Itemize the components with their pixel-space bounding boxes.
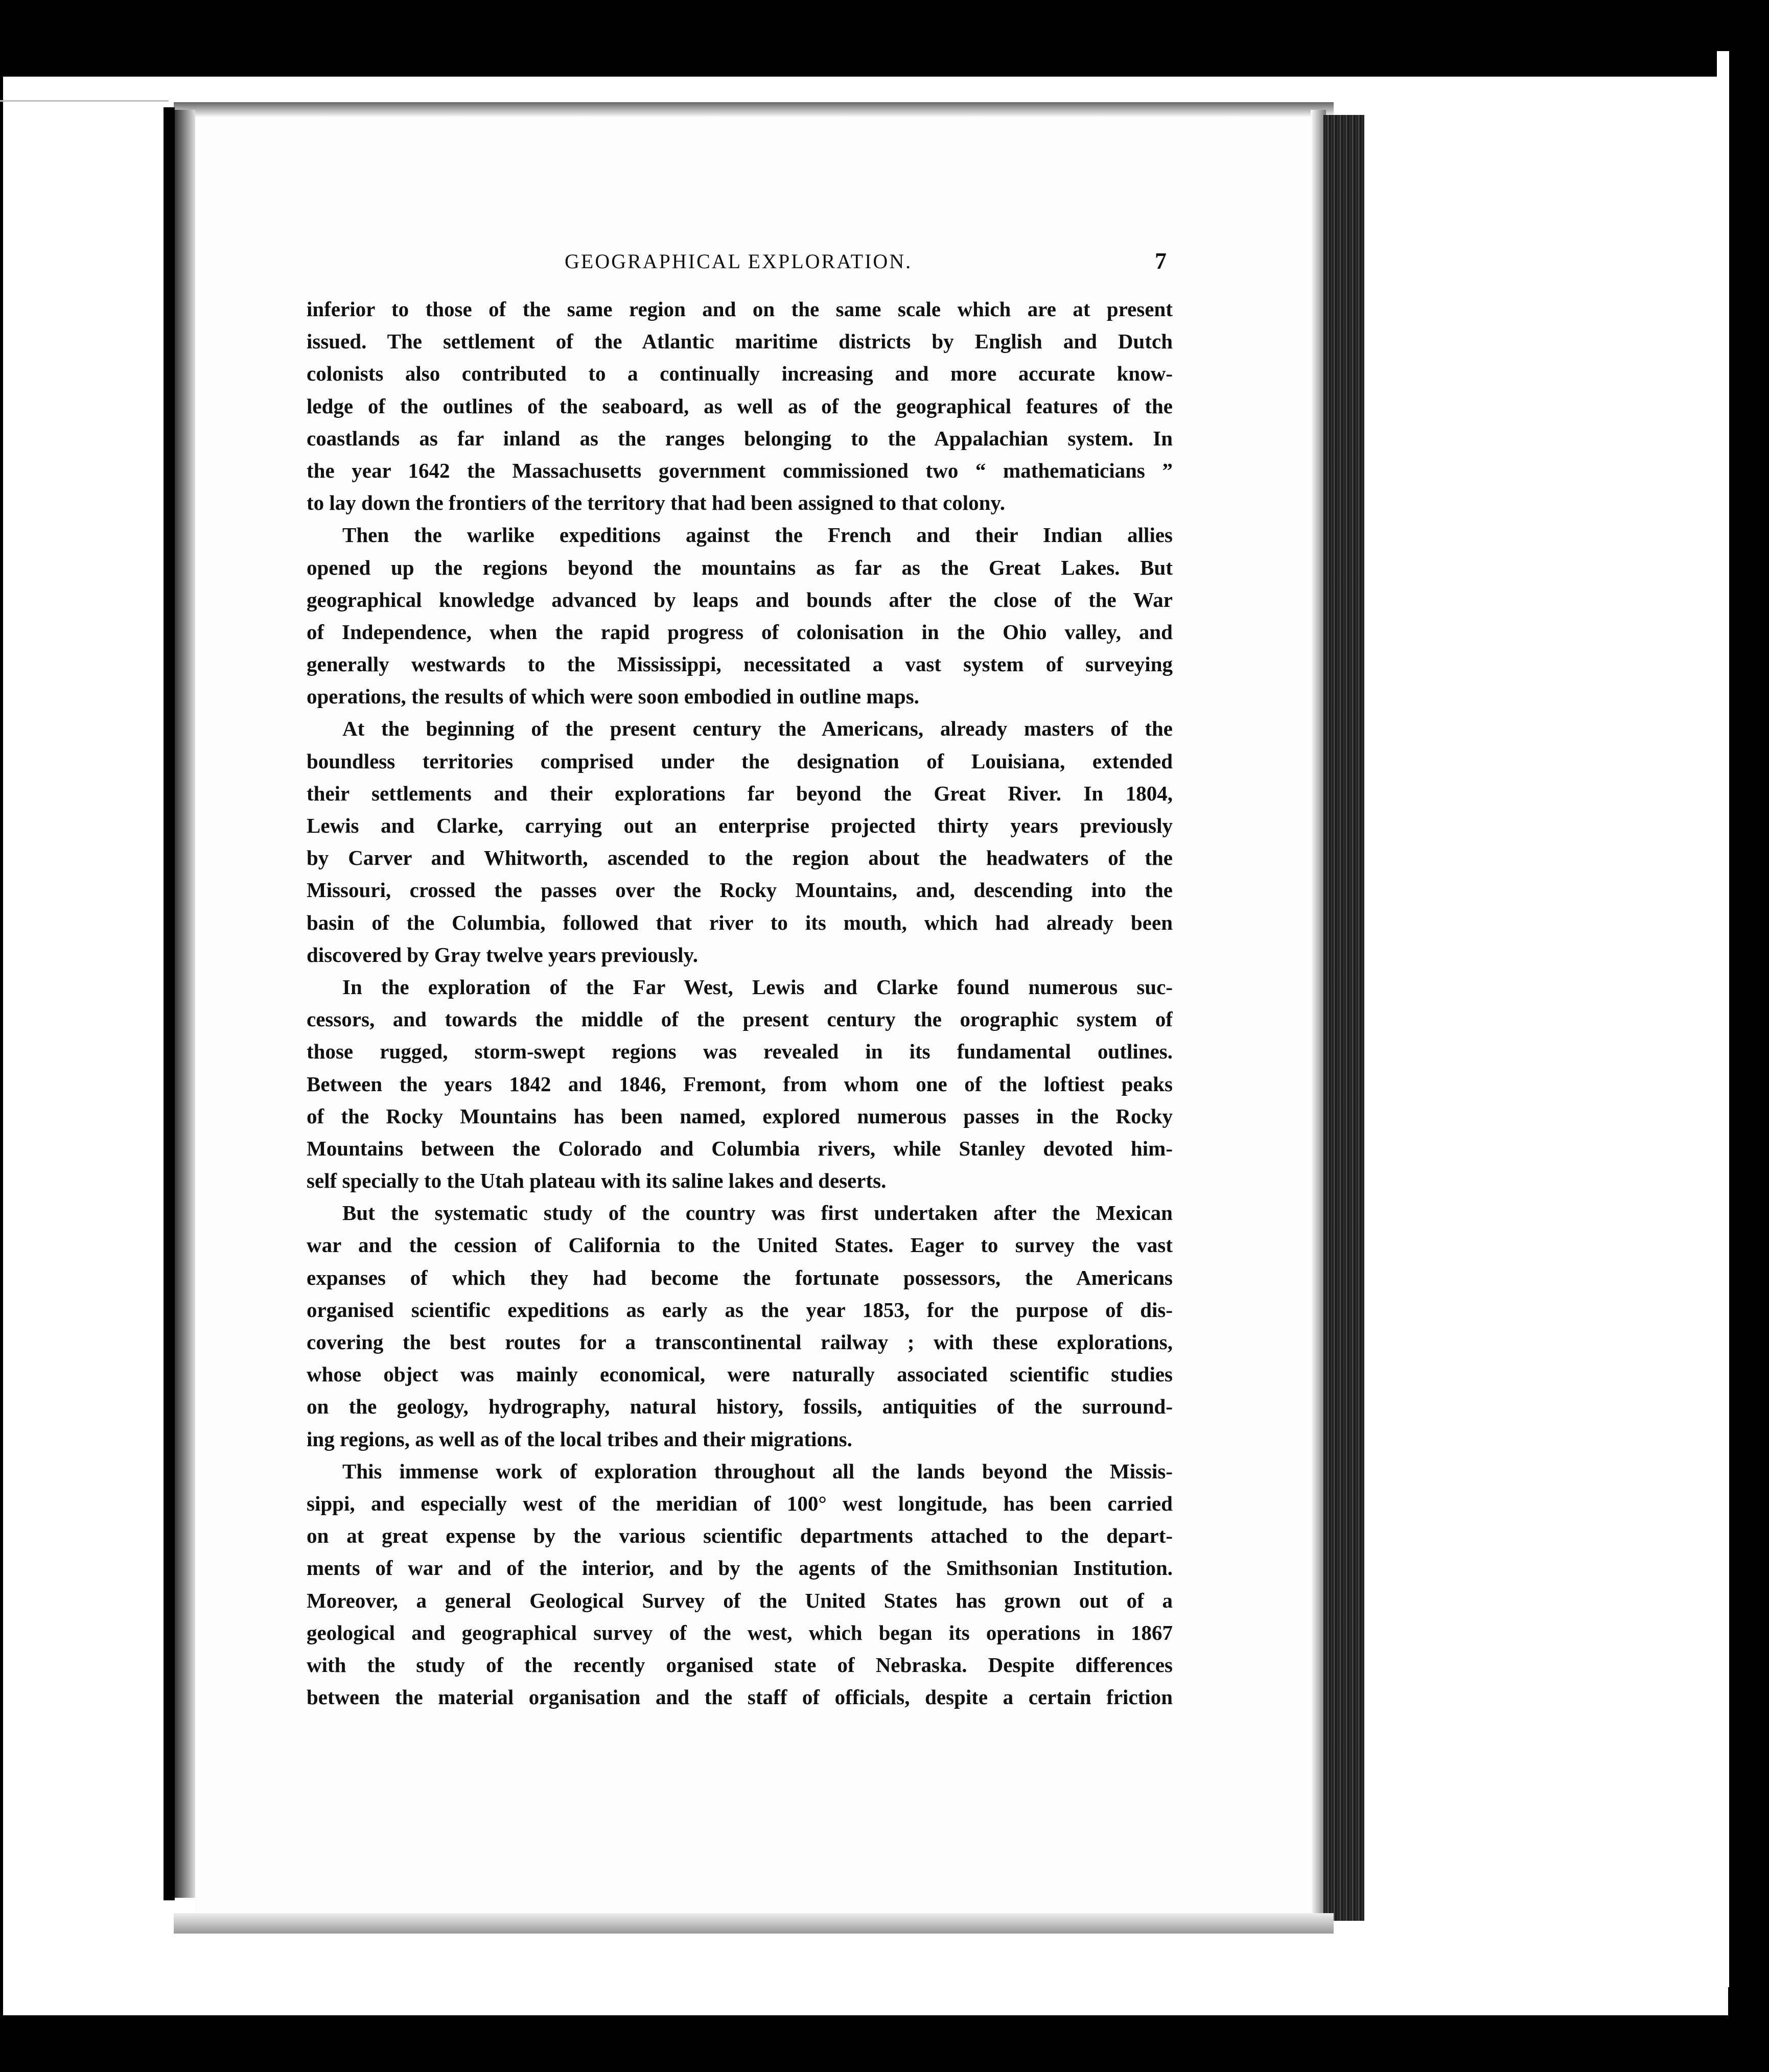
text-line: on at great expense by the various scientific departments attached to the depart- (307, 1524, 1173, 1548)
text-line: generally westwards to the Mississippi, necessitated a vast system of surveying (307, 652, 1173, 676)
text-line: inferior to those of the same region and on the same scale which are at present (307, 297, 1173, 321)
text-line: with the study of the recently organised state of Nebraska. Despite differences (307, 1653, 1173, 1677)
page-gutter-shadow (164, 107, 175, 1900)
text-line: operations, the results of which were soon embodied in outline maps. (307, 685, 919, 709)
text-line: between the material organisation and the staff of officials, despite a certain friction (307, 1685, 1173, 1709)
text-line: ing regions, as well as of the local tribes and their migrations. (307, 1427, 852, 1451)
text-line: self specially to the Utah plateau with its saline lakes and deserts. (307, 1169, 887, 1193)
page-top-edge (174, 102, 1334, 117)
text-line: geological and geographical survey of the west, which began its operations in 1867 (307, 1620, 1173, 1644)
scan-frame-bottom (0, 2015, 1769, 2072)
text-line: ledge of the outlines of the seaboard, as well as of the geographical features of the (307, 394, 1173, 418)
text-line: Mountains between the Colorado and Columbia rivers, while Stanley devoted him- (307, 1136, 1173, 1160)
scan-frame-top (0, 0, 1769, 77)
page-gutter-gradient (175, 110, 195, 1898)
text-line: opened up the regions beyond the mountains as far as the Great Lakes. But (307, 555, 1173, 579)
text-line: At the beginning of the present century the Americans, already masters of the (342, 717, 1173, 741)
text-line: on the geology, hydrography, natural history, fossils, antiquities of the surround- (307, 1395, 1173, 1419)
text-line: of the Rocky Mountains has been named, explored numerous passes in the Rocky (307, 1104, 1173, 1128)
text-line: Lewis and Clarke, carrying out an enterprise projected thirty years previously (307, 814, 1173, 837)
text-line: In the exploration of the Far West, Lewis and Clarke found numerous suc- (342, 975, 1173, 999)
scan-frame-right (1728, 46, 1769, 2023)
page-number: 7 (1155, 248, 1167, 274)
text-line: This immense work of exploration throughout all the lands beyond the Missis- (342, 1459, 1173, 1483)
text-line: issued. The settlement of the Atlantic maritime districts by English and Dutch (307, 329, 1173, 354)
text-line: basin of the Columbia, followed that river to its mouth, which had already been (307, 910, 1173, 934)
text-line: sippi, and especially west of the meridian of 100° west longitude, has been carried (307, 1491, 1173, 1515)
text-line: Then the warlike expeditions against the French and their Indian allies (342, 523, 1173, 547)
text-line: Between the years 1842 and 1846, Fremont, from whom one of the loftiest peaks (307, 1072, 1173, 1096)
text-line: Missouri, crossed the passes over the Rocky Mountains, and, descending into the (307, 878, 1173, 902)
text-line: to lay down the frontiers of the territory that had been assigned to that colony. (307, 491, 1005, 515)
text-line: coastlands as far inland as the ranges belonging to the Appalachian system. In (307, 426, 1173, 450)
text-line: whose object was mainly economical, were naturally associated scientific studies (307, 1362, 1173, 1386)
text-line: boundless territories comprised under the designation of Louisiana, extended (307, 749, 1173, 773)
text-line: expanses of which they had become the fortunate possessors, the Americans (307, 1265, 1173, 1289)
body-text (307, 293, 1173, 1713)
text-line: of Independence, when the rapid progress of colonisation in the Ohio valley, and (307, 620, 1173, 644)
sheet-edge-line (0, 100, 169, 102)
text-line: ments of war and of the interior, and by the agents of the Smithsonian Institution. (307, 1556, 1173, 1580)
text-line: the year 1642 the Massachusetts government commissioned two “ mathematicians ” (307, 458, 1173, 482)
text-line: their settlements and their explorations far beyond the Great River. In 1804, (307, 781, 1173, 805)
text-line: cessors, and towards the middle of the present century the orographic system of (307, 1007, 1173, 1031)
text-line: discovered by Gray twelve years previously. (307, 943, 699, 967)
page-bottom-edge (174, 1913, 1334, 1934)
page-fore-edge (1323, 115, 1364, 1921)
scan-frame-left (0, 77, 3, 2015)
text-line: by Carver and Whitworth, ascended to the region about the headwaters of the (307, 846, 1173, 870)
text-line: covering the best routes for a transcontinental railway ; with these explorations, (307, 1330, 1173, 1354)
running-head: GEOGRAPHICAL EXPLORATION. (565, 250, 913, 273)
text-line: geographical knowledge advanced by leaps and bounds after the close of the War (307, 587, 1173, 611)
text-line: war and the cession of California to the United States. Eager to survey the vast (307, 1233, 1173, 1257)
text-line: But the systematic study of the country was first undertaken after the Mexican (342, 1201, 1173, 1225)
text-line: those rugged, storm-swept regions was revealed in its fundamental outlines. (307, 1040, 1173, 1064)
text-line: colonists also contributed to a continually increasing and more accurate know- (307, 362, 1173, 386)
text-line: Moreover, a general Geological Survey of the United States has grown out of a (307, 1588, 1173, 1612)
scan-margin-right (1717, 51, 1729, 1987)
text-line: organised scientific expeditions as early as the year 1853, for the purpose of dis- (307, 1298, 1173, 1322)
